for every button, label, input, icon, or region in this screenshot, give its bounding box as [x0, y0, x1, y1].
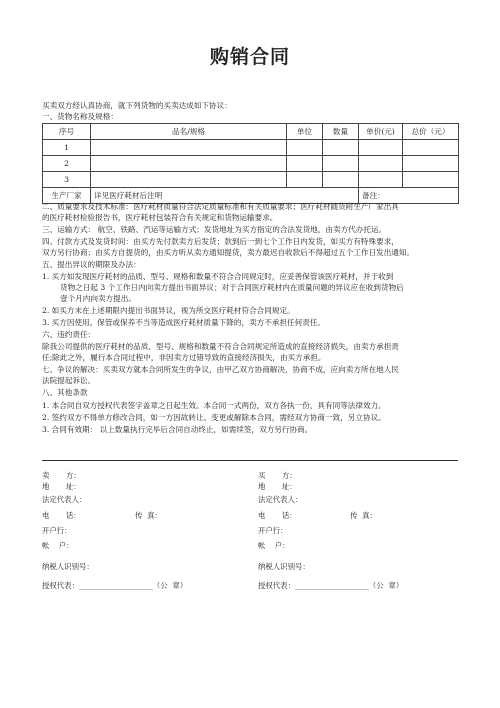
seller-bank-label: 开户行： [42, 526, 72, 535]
manufacturer-value: 详见医疗耗材后注明 [91, 188, 359, 204]
section-3-text: 三、运输方式： 航空、铁路、汽运等运输方式；发货地址为买方指定的合法发货地，由卖方代办托运。 [42, 225, 387, 234]
seller-phone-label: 电 话： [42, 511, 81, 520]
clause-5-1-line-3: 壹个月内向卖方提出。 [60, 294, 136, 303]
quantity-cell [323, 140, 359, 156]
product-cell [91, 140, 287, 156]
buyer-fax-label: 传 真： [350, 511, 377, 520]
section-2-line-1: 二、质量要求及技术标准：医疗耗材质量符合法定质量标准和有关质量要求；医疗耗材随货附生产厂家出具 [42, 202, 399, 211]
clause-5-1-line-2: 货物之日起 3 个工作日内向卖方提出书面异议；对于合同医疗耗材内在质量问题的异议应在收到货物后 [60, 283, 404, 292]
row-number: 3 [43, 172, 91, 188]
seller-fax-label: 传 真： [135, 511, 162, 520]
section-7-line-2: 法院提起诉讼。 [42, 376, 96, 385]
manufacturer-label: 生产厂家 [43, 188, 91, 204]
column-header: 数量 [323, 124, 359, 140]
divider [42, 460, 458, 461]
column-header: 总价（元） [403, 124, 459, 140]
price-cell [359, 172, 403, 188]
seller-tax-id-label: 纳税人识别号： [42, 562, 94, 571]
clause-5-2: 2. 如买方未在上述期限内提出书面异议，视为所交医疗耗材符合合同规定。 [42, 306, 295, 315]
seller-account-label: 帐 户： [42, 541, 74, 550]
clause-5-1-line-1: 1. 买方如发现医疗耗材的品质、型号、规格和数量不符合合同规定时，应妥善保管该医疗耗材，并于收到 [42, 272, 394, 281]
quantity-cell [323, 172, 359, 188]
section-5-heading: 五、提出异议的期限及办法： [42, 260, 141, 269]
column-header: 单价(元) [359, 124, 403, 140]
table-row [43, 156, 459, 172]
remark-label: 备注： [359, 188, 459, 204]
intro-text: 买卖双方经认真协商，就下列货物的买卖达成如下协议： [42, 101, 232, 110]
total-cell [403, 140, 459, 156]
buyer-account-label: 帐 户： [258, 541, 290, 550]
total-cell [403, 172, 459, 188]
clause-8-3: 3. 合同有效期： 以上数量执行完毕后合同自动终止，如需续签，双方另行协商。 [42, 425, 313, 434]
product-cell [91, 172, 287, 188]
clause-8-2: 2. 签约双方不得单方修改合同，如一方因故转让、变更或解除本合同，需经双方协商一致，另立协议。 [42, 413, 386, 422]
row-number: 1 [43, 140, 91, 156]
buyer-phone-label: 电 话： [258, 511, 297, 520]
seller-legal-rep-label: 法定代表人： [42, 495, 87, 504]
clause-8-1: 1. 本合同自双方授权代表签字盖章之日起生效。本合同一式两份，双方各执一份，具有同等法律效力。 [42, 401, 386, 410]
table-row [43, 140, 459, 156]
column-header: 品名/规格 [91, 124, 287, 140]
section-4-line-1: 四、付款方式及发货时间：由买方先付款卖方后发货；款到后一到七个工作日内发货，如买方有特殊要求， [42, 237, 399, 246]
contract-title: 购销合同 [209, 46, 290, 68]
buyer-bank-label: 开户行： [258, 526, 288, 535]
section-6-line-1: 除我公司提供的医疗耗材的品质、型号、规格和数量不符合合同规定所造成的直接经济损失，由卖方承担责 [42, 342, 399, 351]
unit-cell [287, 140, 323, 156]
goods-table [42, 123, 459, 204]
section-2-line-2: 的医疗耗材检验报告书，医疗耗材包装符合有关规定和货物运输要求。 [42, 213, 278, 222]
section-8-heading: 八、其他条款 [42, 388, 88, 397]
total-cell [403, 156, 459, 172]
unit-cell [287, 172, 323, 188]
section-6-line-2: 任;除此之外，履行本合同过程中，非因卖方过错导致的直接经济损失，由买方承担。 [42, 353, 326, 362]
section-7-line-1: 七、争议的解决：买卖双方就本合同所发生的争议，由甲乙双方协商解决，协商不成，应向卖方所在地人民 [42, 365, 399, 374]
buyer-tax-id-label: 纳税人识别号： [258, 562, 310, 571]
price-cell [359, 140, 403, 156]
buyer-address-label: 地 址： [258, 482, 297, 491]
row-number: 2 [43, 156, 91, 172]
seller-authorized-rep-label: 授权代表：____________________（公 章） [42, 581, 188, 590]
seller-address-label: 地 址： [42, 482, 81, 491]
seller-name-label: 卖 方： [42, 471, 81, 480]
section-4-line-2: 双方另行协商；由买方自提货的，由买方听从卖方通知提货，卖方最迟自收款后不得超过五个工作日发出通知。 [42, 248, 415, 257]
quantity-cell [323, 156, 359, 172]
table-row [43, 172, 459, 188]
buyer-name-label: 买 方： [258, 471, 297, 480]
buyer-legal-rep-label: 法定代表人： [258, 495, 303, 504]
column-header: 序号 [43, 124, 91, 140]
buyer-authorized-rep-label: 授权代表：____________________（公 章） [258, 581, 404, 590]
unit-cell [287, 156, 323, 172]
section-6-heading: 六、违约责任： [42, 330, 96, 339]
table-header-row [43, 124, 459, 140]
clause-5-3: 3. 买方因使用、保管或保养不当等造成医疗耗材质量下降的，卖方不承担任何责任。 [42, 318, 326, 327]
price-cell [359, 156, 403, 172]
product-cell [91, 156, 287, 172]
column-header: 单位 [287, 124, 323, 140]
section-1-heading: 一、货物名称及规格： [42, 112, 118, 121]
